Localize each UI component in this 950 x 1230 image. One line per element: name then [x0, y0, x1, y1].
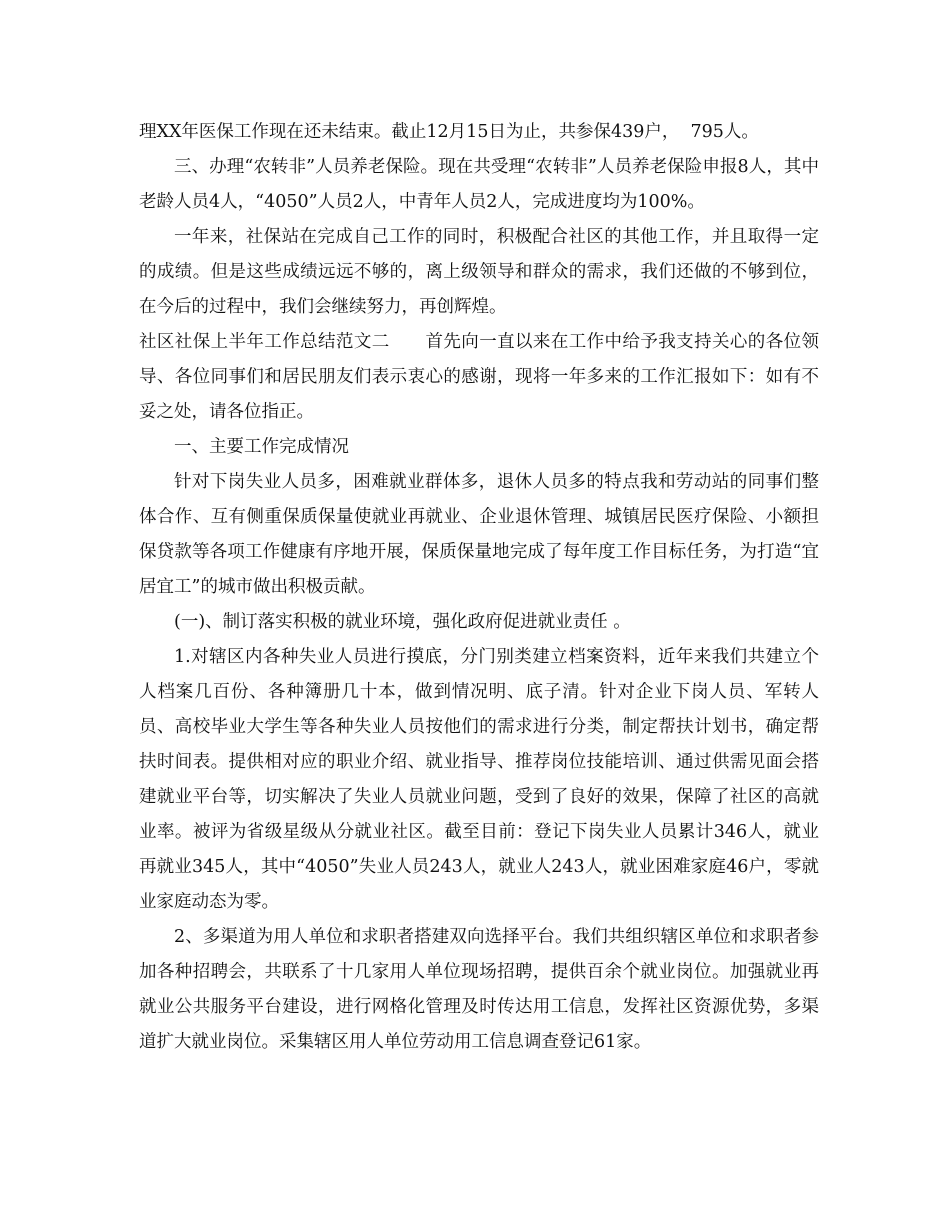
- document-body: [139, 115, 819, 1060]
- paragraph-year-summary: 一年来，社保站在完成自己工作的同时，积极配合社区的其他工作，并且取得一定的成绩。但是这些成绩远远不够的，离上级领导和群众的需求，我们还做的不够到位，在今后的过程中，我们会继续努力，再创辉煌。: [139, 227, 819, 317]
- paragraph-recruitment-platform: 2、多渠道为用人单位和求职者搭建双向选择平台。我们共组织辖区单位和求职者参加各种招聘会，共联系了十几家用人单位现场招聘，提供百余个就业岗位。加强就业再就业公共服务平台建设，进行网格化管理及时传达用工信息，发挥社区资源优势，多渠道扩大就业岗位。采集辖区用人单位劳动用工信息调查登记61家。: [139, 927, 819, 1052]
- section-heading-main-work: 一、主要工作完成情况: [174, 437, 349, 457]
- paragraph-pension-insurance: 三、办理“农转非”人员养老保险。现在共受理“农转非”人员养老保险申报8人，其中老龄人员4人，“4050”人员2人，中青年人员2人，完成进度均为100%。: [139, 157, 819, 212]
- paragraph-article-two-opening: 社区社保上半年工作总结范文二 首先向一直以来在工作中给予我支持关心的各位领导、各位同事们和居民朋友们表示衷心的感谢，现将一年多来的工作汇报如下：如有不妥之处，请各位指正。: [139, 332, 819, 422]
- paragraph-work-overview: 针对下岗失业人员多，困难就业群体多，退休人员多的特点我和劳动站的同事们整体合作、互有侧重保质保量使就业再就业、企业退休管理、城镇居民医疗保险、小额担保贷款等各项工作健康有序地开展，保质保量地完成了每年度工作目标任务，为打造“宜居宜工”的城市做出积极贡献。: [139, 472, 819, 597]
- paragraph-medical-insurance-continuation: 理XX年医保工作现在还未结束。截止12月15日为止，共参保439户， 795人。: [139, 122, 759, 142]
- subsection-heading-employment-environment: (一)、制订落实积极的就业环境，强化政府促进就业责任 。: [174, 612, 631, 632]
- paragraph-unemployment-survey: 1.对辖区内各种失业人员进行摸底，分门别类建立档案资料，近年来我们共建立个人档案几百份、各种簿册几十本，做到情况明、底子清。针对企业下岗人员、军转人员、高校毕业大学生等各种失业人员按他们的需求进行分类，制定帮扶计划书，确定帮扶时间表。提供相对应的职业介绍、就业指导、推荐岗位技能培训、通过供需见面会搭建就业平台等，切实解决了失业人员就业问题，受到了良好的效果，保障了社区的高就业率。被评为省级星级从分就业社区。截至目前：登记下岗失业人员累计346人，就业再就业345人，其中“4050”失业人员243人，就业人243人，就业困难家庭46户，零就业家庭动态为零。: [139, 647, 819, 912]
